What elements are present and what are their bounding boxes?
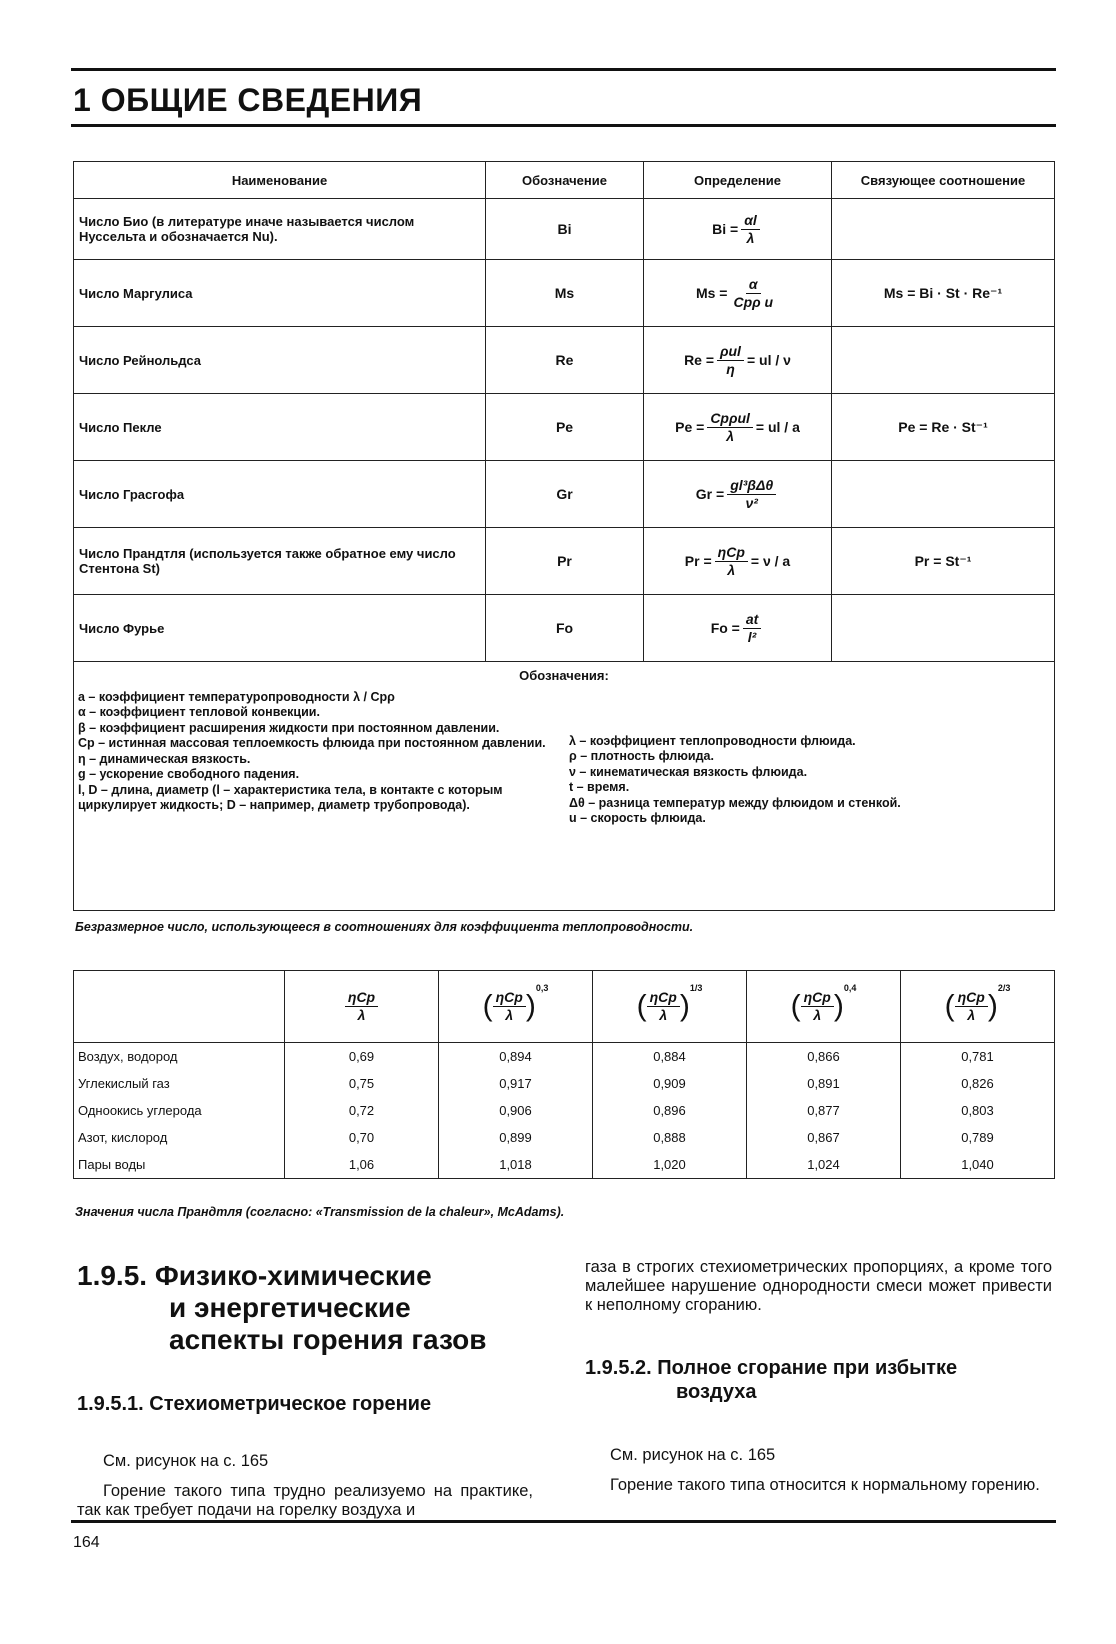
row-label: Пары воды <box>74 1151 285 1179</box>
notes-left-column <box>78 690 559 827</box>
note-item: g – ускорение свободного падения. <box>78 767 300 781</box>
row-symbol: Ms <box>486 260 644 327</box>
def-fraction <box>741 212 760 247</box>
row-definition <box>644 327 832 394</box>
cell: 0,867 <box>747 1124 901 1151</box>
left-paren: ( <box>636 989 647 1023</box>
cell: 0,917 <box>439 1070 593 1097</box>
row-relation: Pe = Re · St⁻¹ <box>832 394 1055 461</box>
table-row <box>74 1043 1055 1071</box>
header-name: Наименование <box>74 162 486 199</box>
col-header <box>901 971 1055 1043</box>
col-power: 1/3 <box>689 983 703 993</box>
row-relation <box>832 199 1055 260</box>
row-relation <box>832 327 1055 394</box>
def-lhs: Ms = <box>695 285 728 301</box>
col-power: 0,4 <box>843 983 857 993</box>
subsection2-title-line: воздуха <box>676 1381 757 1403</box>
subsection2-ref: См. рисунок на с. 165 <box>610 1446 776 1464</box>
note-item: β – коэффициент расширения жидкости при постоянном давлении. <box>78 720 500 735</box>
col-den: λ <box>505 1007 514 1023</box>
cell: 1,06 <box>285 1151 439 1179</box>
cell: 0,75 <box>285 1070 439 1097</box>
def-num: αl <box>741 212 760 230</box>
cell: 0,899 <box>439 1124 593 1151</box>
def-fraction <box>717 343 744 378</box>
col-num: ηCp <box>493 989 526 1007</box>
def-num: ρul <box>717 343 744 361</box>
def-lhs: Bi = <box>712 221 739 237</box>
def-lhs: Fo = <box>710 620 740 636</box>
right-paren: ) <box>833 989 844 1023</box>
cell: 1,024 <box>747 1151 901 1179</box>
note-item: u – скорость флюида. <box>569 811 706 825</box>
def-extra: = ν / a <box>750 553 791 569</box>
note-item: ν – кинематическая вязкость флюида. <box>569 764 808 779</box>
col-power: 2/3 <box>997 983 1011 993</box>
cell: 0,866 <box>747 1043 901 1071</box>
cell: 0,70 <box>285 1124 439 1151</box>
section-heading-line: аспекты горения газов <box>169 1324 487 1355</box>
note-item: λ – коэффициент теплопроводности флюида. <box>569 733 856 748</box>
left-paren: ( <box>944 989 955 1023</box>
row-symbol: Fo <box>486 595 644 662</box>
def-den: λ <box>726 427 734 444</box>
note-item: η – динамическая вязкость. <box>78 751 251 766</box>
dimensionless-numbers-table <box>73 161 1055 911</box>
note-item: α – коэффициент тепловой конвекции. <box>78 705 320 719</box>
left-paren: ( <box>790 989 801 1023</box>
table-row <box>74 199 1055 260</box>
row-label: Воздух, водород <box>74 1043 285 1071</box>
cell: 0,896 <box>593 1097 747 1124</box>
cell: 0,72 <box>285 1097 439 1124</box>
row-definition <box>644 394 832 461</box>
table2-caption: Значения числа Прандтля (согласно: «Transmission de la chaleur», McAdams). <box>75 1205 565 1219</box>
col-fraction <box>801 989 834 1024</box>
table-row <box>74 1151 1055 1179</box>
cell: 1,040 <box>901 1151 1055 1179</box>
top-rule <box>71 68 1056 71</box>
def-num: ηCp <box>715 544 748 562</box>
section-heading-line: и энергетические <box>169 1292 411 1323</box>
cell: 0,877 <box>747 1097 901 1124</box>
cell: 0,789 <box>901 1124 1055 1151</box>
def-extra: = ul / a <box>755 419 800 435</box>
def-lhs: Gr = <box>695 486 725 502</box>
def-fraction <box>707 410 753 445</box>
cell: 0,69 <box>285 1043 439 1071</box>
notes-title: Обозначения: <box>519 668 609 683</box>
table-row <box>74 595 1055 662</box>
row-name: Число Рейнольдса <box>74 327 486 394</box>
def-extra: = ul / ν <box>746 352 791 368</box>
def-num: Cpρul <box>707 410 753 428</box>
note-item: a – коэффициент температуропроводности λ / Cpρ <box>78 689 395 704</box>
right-paren: ) <box>525 989 536 1023</box>
def-fraction <box>715 544 748 579</box>
note-item: l, D – длина, диаметр (l – характеристика тела, в контакте с которым циркулирует жидкость; D – например, диаметр трубопровода). <box>78 782 503 812</box>
row-relation <box>832 595 1055 662</box>
right-paren: ) <box>987 989 998 1023</box>
prandtl-values-table <box>73 970 1055 1179</box>
col-header <box>593 971 747 1043</box>
col-fraction <box>493 989 526 1024</box>
right-paren: ) <box>679 989 690 1023</box>
col-den: λ <box>659 1007 668 1023</box>
col-den: λ <box>357 1007 366 1023</box>
def-lhs: Pe = <box>675 419 705 435</box>
title-rule <box>71 124 1056 127</box>
header-symbol: Обозначение <box>486 162 644 199</box>
def-fraction <box>727 477 776 512</box>
table-row <box>74 1124 1055 1151</box>
col-fraction <box>345 989 378 1024</box>
section-heading-line: 1.9.5. Физико-химические <box>77 1260 432 1291</box>
notes-cell <box>74 662 1055 911</box>
row-relation: Ms = Bi · St · Re⁻¹ <box>832 260 1055 327</box>
table1-caption: Безразмерное число, использующееся в соотношениях для коэффициента теплопроводности. <box>75 920 694 934</box>
row-label: Углекислый газ <box>74 1070 285 1097</box>
bottom-rule <box>71 1520 1056 1523</box>
header-definition: Определение <box>644 162 832 199</box>
row-symbol: Gr <box>486 461 644 528</box>
table-row <box>74 1070 1055 1097</box>
cell: 0,906 <box>439 1097 593 1124</box>
table-header-row <box>74 162 1055 199</box>
cell: 0,884 <box>593 1043 747 1071</box>
cell: 0,888 <box>593 1124 747 1151</box>
row-relation <box>832 461 1055 528</box>
col-num: ηCp <box>801 989 834 1007</box>
row-symbol: Re <box>486 327 644 394</box>
section-heading <box>77 1260 486 1356</box>
row-symbol: Pr <box>486 528 644 595</box>
subsection1-ref: См. рисунок на с. 165 <box>103 1452 269 1470</box>
table-row <box>74 260 1055 327</box>
row-definition <box>644 199 832 260</box>
def-num: α <box>746 276 761 294</box>
row-name: Число Био (в литературе иначе называется числом Нуссельта и обозначается Nu). <box>74 199 486 260</box>
cell: 0,894 <box>439 1043 593 1071</box>
row-symbol: Bi <box>486 199 644 260</box>
subsection1-title: 1.9.5.1. Стехиометрическое горение <box>77 1393 432 1415</box>
def-den: l² <box>747 628 757 645</box>
def-den: Cpρ u <box>733 293 774 310</box>
subsection2-title-line: 1.9.5.2. Полное сгорание при избытке <box>585 1357 958 1379</box>
row-name: Число Фурье <box>74 595 486 662</box>
row-definition <box>644 595 832 662</box>
def-fraction <box>730 276 776 311</box>
col-power: 0,3 <box>535 983 549 993</box>
table-row <box>74 394 1055 461</box>
row-definition <box>644 528 832 595</box>
def-num: at <box>743 611 761 629</box>
note-item: ρ – плотность флюида. <box>569 749 714 763</box>
cell: 0,909 <box>593 1070 747 1097</box>
row-label: Азот, кислород <box>74 1124 285 1151</box>
cell: 1,020 <box>593 1151 747 1179</box>
row-name: Число Пекле <box>74 394 486 461</box>
note-item: Δθ – разница температур между флюидом и стенкой. <box>569 795 901 810</box>
table-row <box>74 1097 1055 1124</box>
notes-row <box>74 662 1055 911</box>
header-relation: Связующее соотношение <box>832 162 1055 199</box>
col-header <box>285 971 439 1043</box>
table2-header-row <box>74 971 1055 1043</box>
subsection2-text: Горение такого типа относится к нормальному горению. <box>610 1476 1040 1494</box>
cell: 1,018 <box>439 1151 593 1179</box>
table-row <box>74 528 1055 595</box>
def-den: λ <box>746 229 755 246</box>
cell: 0,826 <box>901 1070 1055 1097</box>
col-num: ηCp <box>345 989 378 1007</box>
note-item: t – время. <box>569 780 630 794</box>
def-lhs: Re = <box>684 352 715 368</box>
subsection2-title <box>585 1356 957 1404</box>
chapter-title: 1 ОБЩИЕ СВЕДЕНИЯ <box>73 82 423 118</box>
col-header <box>747 971 901 1043</box>
table-row <box>74 461 1055 528</box>
cell: 0,803 <box>901 1097 1055 1124</box>
def-den: ν² <box>745 494 758 511</box>
row-definition <box>644 260 832 327</box>
col-header <box>439 971 593 1043</box>
col-num: ηCp <box>647 989 680 1007</box>
table2-corner <box>74 971 285 1043</box>
left-paren: ( <box>482 989 493 1023</box>
right-column-text: газа в строгих стехиометрических пропорциях, а кроме того малейшее нарушение однородности смеси может привести к неполному сгоранию. <box>585 1258 1052 1314</box>
col-fraction <box>647 989 680 1024</box>
page-number: 164 <box>73 1534 100 1551</box>
note-item: Cp – истинная массовая теплоемкость флюида при постоянном давлении. <box>78 736 546 750</box>
def-num: gl³βΔθ <box>727 477 776 495</box>
col-num: ηCp <box>955 989 988 1007</box>
row-name: Число Маргулиса <box>74 260 486 327</box>
row-symbol: Pe <box>486 394 644 461</box>
row-name: Число Прандтля (используется также обратное ему число Стентона St) <box>74 528 486 595</box>
cell: 0,891 <box>747 1070 901 1097</box>
subsection1-text: Горение такого типа трудно реализуемо на практике, так как требует подачи на горелку воздуха и <box>77 1482 533 1519</box>
row-relation: Pr = St⁻¹ <box>832 528 1055 595</box>
def-den: λ <box>727 561 736 578</box>
col-den: λ <box>813 1007 822 1023</box>
col-fraction <box>955 989 988 1024</box>
col-den: λ <box>967 1007 976 1023</box>
notes-right-column <box>569 690 1050 827</box>
row-name: Число Грасгофа <box>74 461 486 528</box>
table-row <box>74 327 1055 394</box>
cell: 0,781 <box>901 1043 1055 1071</box>
row-definition <box>644 461 832 528</box>
def-lhs: Pr = <box>684 553 712 569</box>
def-fraction <box>743 611 761 646</box>
row-label: Одноокись углерода <box>74 1097 285 1124</box>
def-den: η <box>726 360 735 377</box>
